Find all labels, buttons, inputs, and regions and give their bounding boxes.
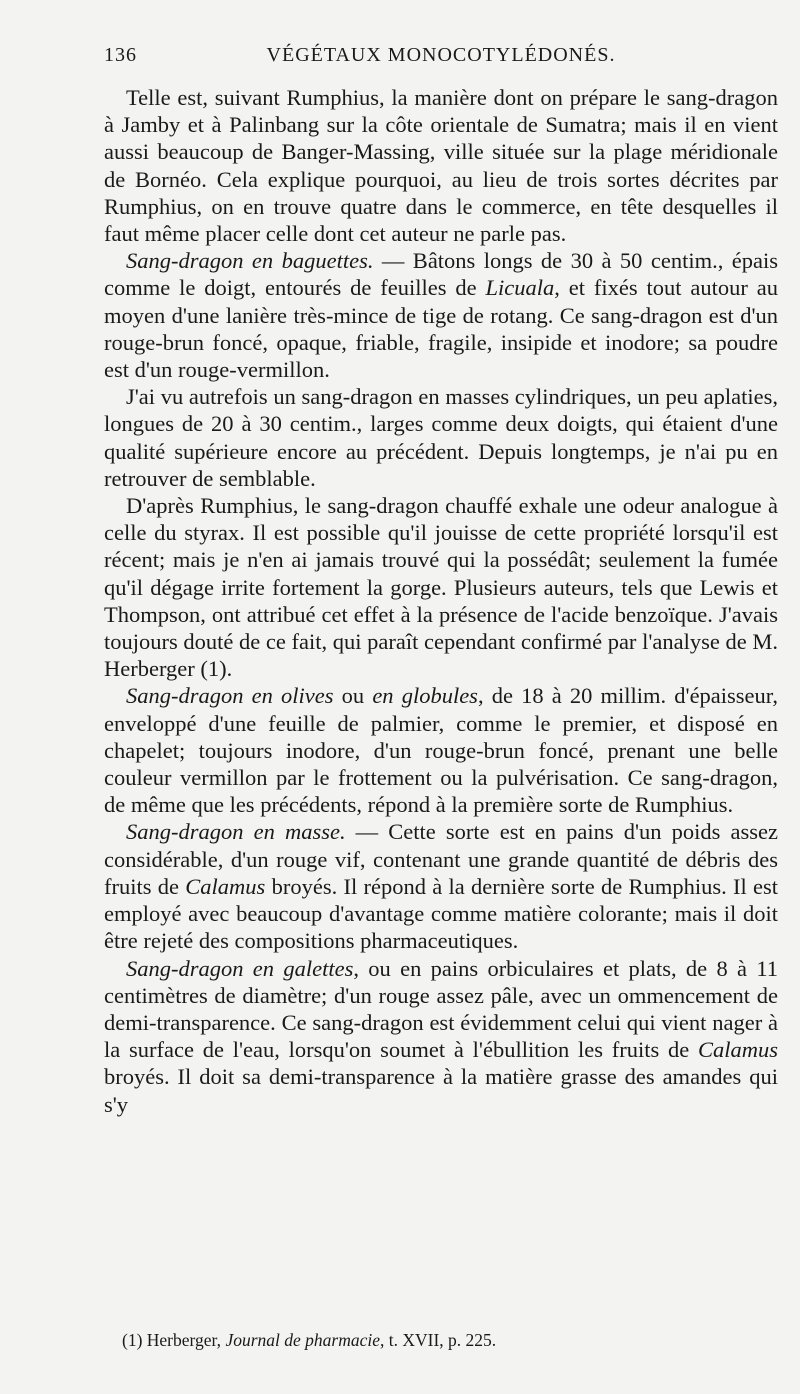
italic-phrase: Sang-dragon en galettes — [126, 955, 354, 981]
footnote-ref: , t. XVII, p. 225. — [380, 1330, 497, 1350]
text-run: , de 18 à 20 millim. d'épaisseur, enveloppé d'une feuille de palmier, comme le premier, et disposé en chapelet; toujours inodore, d'un rouge-brun foncé, prenant une belle couleur vermillon par le frottement ou la pulvérisation. Ce sang-dragon, de même que les précédents, répond à la première sorte de Rumphius. — [104, 683, 779, 818]
italic-phrase: Calamus — [185, 873, 266, 899]
paragraph — [104, 955, 778, 1118]
italic-phrase: Calamus — [697, 1037, 778, 1063]
text-run: — Cette sorte est en pains d'un poids assez considérable, d'un rouge vif, contenant une grande quantité de débris des fruits de — [104, 819, 779, 899]
text-run: D'après Rumphius, le sang-dragon chauffé exhale une odeur analogue à celle du styrax. Il est possible qu'il jouisse de cette propriété lorsqu'il est récent; mais je n'en ai jamais trouvé qui la possédât; seulement la fumée qu'il dégage irrite fortement la gorge. Plusieurs auteurs, tels que Lewis et Thompson, ont attribué cet effet à la présence de l'acide benzoïque. J'avais toujours douté de ce fait, qui paraît cependant confirmé par l'analyse de M. Herberger (1). — [104, 493, 778, 682]
text-run: — Bâtons longs de 30 à 50 centim., épais comme le doigt, entourés de feuilles de — [104, 248, 778, 301]
italic-phrase: en globules — [372, 683, 478, 709]
text-run: , ou en pains orbiculaires et plats, de 8 à 11 centimètres de diamètre; d'un rouge assez pâle, avec un ommencement de demi-transparence. Ce sang-dragon est évidemment celui qui vient nager à la surface de l'eau, lorsqu'on soumet à l'ébullition les fruits de — [104, 955, 778, 1063]
italic-phrase: Licuala — [485, 275, 555, 301]
italic-phrase: Sang-dragon en olives — [126, 683, 334, 709]
running-title: VÉGÉTAUX MONOCOTYLÉDONÉS. — [266, 44, 616, 66]
text-run: J'ai vu autrefois un sang-dragon en masses cylindriques, un peu aplaties, longues de 20 à 30 centim., larges comme deux doigts, qui étaient d'une qualité supérieure encore au précédent. Depuis longtemps, je n'ai pu en retrouver de semblable. — [104, 384, 778, 491]
paragraph — [104, 818, 778, 954]
italic-phrase: Sang-dragon en baguettes. — [126, 248, 374, 274]
page-header — [104, 44, 778, 74]
text-run: broyés. Il répond à la dernière sorte de Rumphius. Il est employé avec beaucoup d'avantage comme matière colorante; mais il doit être rejeté des compositions pharmaceutiques. — [104, 873, 778, 954]
paragraph — [104, 84, 778, 247]
text-run: ou — [333, 683, 373, 709]
page-number: 136 — [104, 44, 137, 66]
text-run: Telle est, suivant Rumphius, la manière dont on prépare le sang-dragon à Jamby et à Palinbang sur la côte orientale de Sumatra; mais il en vient aussi beaucoup de Banger-Massing, ville située sur la plage méridionale de Bornéo. Cela explique pourquoi, au lieu de trois sortes décrites par Rumphius, on en trouve quatre dans le commerce, en tête desquelles il faut même placer celle dont cet auteur ne parle pas. — [104, 85, 778, 247]
footnote — [122, 1330, 496, 1351]
paragraph — [104, 247, 778, 383]
text-run: , et fixés tout autour au moyen d'une lanière très-mince de tige de rotang. Ce sang-dragon est d'un rouge-brun foncé, opaque, friable, fragile, insipide et inodore; sa poudre est d'un rouge-vermillon. — [104, 275, 779, 383]
paragraph — [104, 492, 778, 682]
footnote-author: Herberger, — [142, 1330, 226, 1350]
paragraph — [104, 682, 778, 818]
paragraph — [104, 383, 778, 492]
footnote-marker: (1) — [122, 1330, 143, 1350]
page-body — [104, 84, 778, 1118]
italic-phrase: Sang-dragon en masse. — [126, 819, 346, 845]
footnote-journal: Journal de pharmacie — [225, 1330, 380, 1350]
text-run: broyés. Il doit sa demi-transparence à la matière grasse des amandes qui s'y — [104, 1064, 778, 1117]
